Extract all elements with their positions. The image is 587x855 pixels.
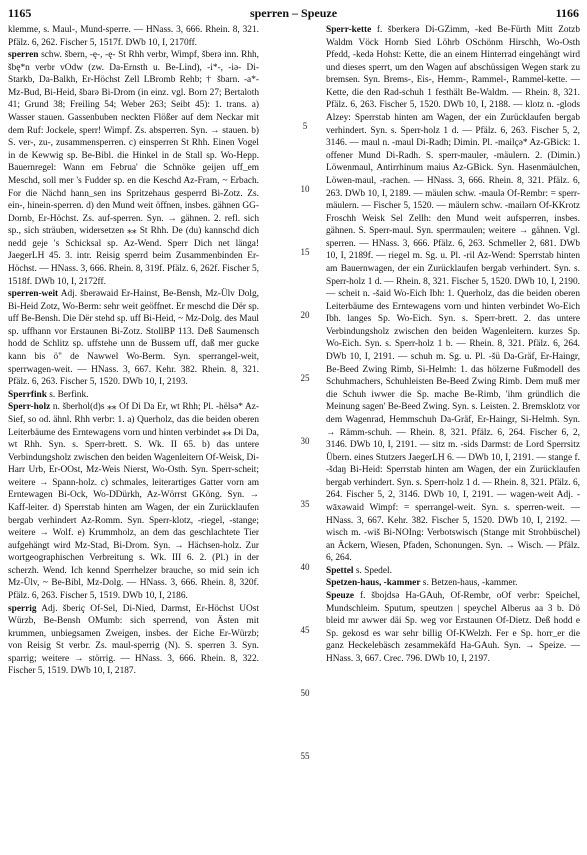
page-number-right: 1166 <box>555 6 579 20</box>
right-column <box>326 24 580 665</box>
entry-text: f. šbojdsə Ha-GAuh, Of-Rembr, oOf verbr: Speichel, Mundschleim. Sputum, speutzen | speychel Alberus aa 3 b. Dö bleid mr awwer däi Sp. weg vor Erstaunen Of-Dietz. Deß hodd e Sp. gekosd es war sehr billig Of-KWelzh. Fer e Sp. horr_er die ganz Heckelebäsch zesammekäfd Ha-GAuh. Syn. → Speize. — HNass. 3, 667. Crec. 796. DWb 10, I, 2197. <box>326 591 580 664</box>
line-number: 50 <box>300 688 310 698</box>
line-number: 45 <box>300 625 310 635</box>
page-number-left: 1165 <box>8 6 32 20</box>
entry-text: s. Betzen-haus, -kammer. <box>420 578 518 589</box>
entry-paragraph <box>8 24 259 49</box>
entry-lemma: Sperr-holz <box>8 402 51 413</box>
entry-paragraph <box>8 49 259 288</box>
entry-paragraph <box>8 603 259 678</box>
entry-lemma: Spetzen-haus, -kammer <box>326 578 421 589</box>
entry-lemma: sperrig <box>8 603 37 614</box>
line-number: 15 <box>300 247 310 257</box>
entry-text: s. Spedel. <box>353 565 392 576</box>
entry-lemma: Sperrfink <box>8 389 47 400</box>
entry-paragraph <box>326 577 580 590</box>
entry-paragraph <box>8 401 259 602</box>
entry-lemma: Speuze <box>326 591 355 602</box>
running-title: sperren – Speuze <box>249 6 338 20</box>
line-number: 55 <box>300 751 310 761</box>
entry-text: s. Berfink. <box>46 389 89 400</box>
entry-paragraph <box>8 288 259 389</box>
entry-paragraph <box>326 24 580 565</box>
entry-text: n. šberhol(d)s ⁎⁎ Of Di Da Er, wt Rhh; Pl. -hëlsə* Az-Sief, so od. ähnl. Rhh verbr: 1. a) Querholz, das die beiden oberen Leiterbäume des Erntewagens vorn und hinten verbindet ⁎⁎ Di Da, wt Rhh. Syn. s. Sperr-brett. S. Wk. II 65. b) das untere Verbindungsholz zwischen den beiden Wagenleitern Of-Weisk, Di-Harr Urb, Er-OOst, Mz-Weis Nierst, Wo-Osth. Syn. Sperr-scheit; weitere → Spann-holz. c) schmales, leiterartiges Gatter vorn am Erntewagen Bi-Ock, Wo-DDürkh, Az-Wörrst GKöng. Syn. → Kaff-leiter. d) Sperrstab hinten am Wagen, der ein Zurücklaufen bergab verhindert Az-Romm. Syn. Sperr-klotz, -riegel, -stange; weitere → Wolf. e) Krummholz, an dem das geschlachtete Tier aufgehängt wird Mz-Stad, Bi-Drom. Syn. → Hächsen-holz. Zur wortgeographischen Verbreitung s. Wk. III 6. 2. (Pl.) in der scherzh. Wend. Ich kennd Sperrhelzer brauche, so mid sein ich Mz-Ülv, ~ Be-Bibl, Mz-Dolg. — HNass. 3, 666. Rhein. 8, 320f. Pfälz. 6, 263. Fischer 5, 1519. DWb 10, I, 2186. <box>8 402 259 602</box>
line-number: 5 <box>302 121 308 131</box>
line-number: 30 <box>300 436 310 446</box>
entry-text: Adj. šberəwaid Er-Hainst, Be-Bensh, Mz-Ülv Dolg, Bi-Heid Zotz, Wo-Berm: sehr weit geöffnet. Er meschd die Dër sp. uff Be-Bensh. Die Dër stehd sp. uff Bi-Heid, ~ Mz-Dolg. des Maul sp. uffhann vor Erstaunen Bi-Zotz. StollBP 113. Deß Saumensch hodd de Schlitz sp. uffstehe unn de Bussem uff, daß mer gucke kann bis ö" de Nawwel Wo-Berm. Syn. sperrangel-weit, sperrwagen-weit. — HNass. 3, 667. Kehr. 382. Rhein. 8, 321. Pfälz. 6, 263. Fischer 5, 1520. DWb 10, I, 2193. <box>8 289 259 388</box>
entry-text: klemme, s. Maul-, Mund-sperre. — HNass. 3, 666. Rhein. 8, 321. Pfälz. 6, 262. Fischer 5, 1517f. DWb 10, I, 2170ff. <box>8 25 259 48</box>
entry-lemma: sperren <box>8 50 39 61</box>
entry-text: f. šberkerə Di-GZimm, -ked Be-Fürth Mitt Zotzb Waldm Vöck Hornb Sied Löhrb OSchönm Hirschh, Wo-Osth Pfedd, -kedə Hohst: Kette, die an einem Hinterrad eingehängt wird und dieses sperrt, um den Wagen auf abschüssigen Wegen stark zu bremsen. Syn. Brems-, Eis-, Hemm-, Rammel-, Rammel-kette. — Kette, die den Rad-schuh 1 festhält Be-Waldm. — Rhein. 8, 321. Pfälz. 6, 263. Fischer 5, 1520. DWb 10, I, 2188. — klotz n. -glods Alzey: Sperrstab hinten am Wagen, der ein Zurücklaufen bergab verhindert. Syn. s. Sperr-holz 1 d. — Pfälz. 6, 263. Fischer 5, 2, 3146. — maul n. -maul Di-Radh; Dimin. Pl. -mailçə* Az-GBick: 1. offener Mund Di-Radh. S. sperr-mauler, -mäulern. 2. (Dimin.) Löwenmaul, Antirrhinum maius Az-GBick. Syn. Hasenmäulchen, Löwen-maul, -rachen. — HNass. 3, 666. Rhein. 8, 321. Pfälz. 6, 263. DWb 10, I, 2189. — mäulen schw. -maulə Of-Rembr: = sperr-mäulern. — Fischer 5, 1520. — mäulern schw. -mailərn Of-KKrotz Froschh Weisk Sel Zellh: den Mund weit aufsperren, insbes. gähnen. S. Sperr-maul. Syn. sperrmaulen; weitere → gähnen. Vgl. sperren. — HNass. 3, 666. Pfälz. 6, 263. Schmeller 2, 681. DWb 10, I, 2189f. — riegel m. Sg. u. Pl. -ril Az-Wend: Sperrstab hinten am Bauernwagen, der ein Zurücklaufen bergab verhindert. Syn. s. Sperr-holz 1 d. — Rhein. 8, 321. Fischer 5, 1520. DWb 10, I, 2190. — scheit n. -šaid Wo-Eich Ibh: 1. Querholz, das die beiden oberen Leiterbäume des Erntewagens vorn und hinten verbindet Wo-Eich Ibh. langes Sp. Wo-Eich. Syn. s. Sperr-brett. 2. das untere Verbindungsholz zwischen den beiden Wagenleitern. kurzes Sp. Wo-Eich. Syn. s. Sperr-holz 1 b. — Rhein. 8, 321. Pfälz. 6, 264. DWb 10, I, 2191. — schuh m. Sg. u. Pl. -šü Da-Gräf, Er-Haingr, Be-Beed Zwing Rimb, Si-Helmh: 1. das hölzerne Fußmodell des Schuhmachers, Schuhleisten Be-Beed Zwing Rimb. Dem muß mer die Schuh iwwer die Sp. mache Be-Rimb, 'ihm gründlich die Meinung sagen' Be-Beed Zwing. Syn. s. Leisten. 2. Bremsklotz vor dem Wagenrad, Hemmschuh Da-Gräf, Er-Haingr, Si-Helmh. Syn. → Rämm-schuh. — Rhein. 8, 321. Pfälz. 6, 264. Fischer 6, 2, 3146. DWb 10, I, 2191. — sitz m. -sids Darmst: de Lord Sperrsitz Übern. eines Stutzers JaegerLH 6. — DWb 10, I, 2191. — stange f. -šdaŋ Bi-Heid: Sperrstab hinten am Wagen, der ein Zurücklaufen bergab verhindert. Syn. s. Sperr-holz 1 d. — Rhein. 8, 321. Pfälz. 6, 264. Fischer 5, 2, 3146. DWb 10, I, 2191. — wagen-weit Adj. -wāxəwaid Wimpf: = sperrangel-weit. Syn. s. sperren-weit. — HNass. 3, 667. Kehr. 382. Fischer 5, 1520. DWb 10, I, 2192. — wisch m. -wiš Bi-NOIng: Verbotswisch (Stange mit Strohbüschel) an Äckern, Wiesen, Pfaden, Schonungen. Syn. → Wisch. — Pfälz. 6, 264. <box>326 25 580 564</box>
line-number: 40 <box>300 562 310 572</box>
entry-paragraph <box>8 389 259 402</box>
entry-paragraph <box>326 565 580 578</box>
line-number: 35 <box>300 499 310 509</box>
page-header <box>8 6 579 22</box>
entry-lemma: Sperr-kette <box>326 25 372 35</box>
entry-lemma: Spettel <box>326 565 354 576</box>
entry-text: schw. šbern, -ę-, -ę- St Rhh verbr, Wimpf, šberə inn. Rhh, šbę*n verbr vOdw (zw. Da-Ernsth u. Be-Lind), -i*-, -iə- Di-Starkb, Da-Balkh, Er-Höchst Zell LBromb Rehb; † šbarn. -a*- Mz-Bud, Bi-Heid, šbarə Bi-Drom (in einz. vgl. Born 27; Bertaloth 41; Grund 38; Freiling 54; Weber 263; Seibt 45): 1. trans. a) Wasser stauen. Gassenbuben neckten Flößer auf dem Neckar mit dem Ruf: Jockele, sperr! Wimpf. Zs. absperren. Syn. → stauen. b) S. ver-, zu-, zusammensperren. c) einsperren St Rhh. Einen Vogel in de Kewwig sp. Be-Bibl. die Hinkel in de Stall sp. Wo-Hepp. Bauernregel: Wann em Februa' die Schnöke geijen uff_em Meschd, soll mer 's Fudder sp. en die Keschd Az-Fram, ~ Erbach. For die Nächd hann_sen ins Spritzehaus gesperrd Bi-Zotz. Zs. ein-, hinein-sperren. d) den Mund weit öffnen, insbes. gähnen GG-Dornb, Er-Höchst. Zs. auf-sperren. Syn. → gähnen. 2. refl. sich sp., sich sträuben, widersetzen ⁎⁎ St Rhh. De (du) kannschd dich nedd geje 's Schicksal sp. Az-Wend. Sperr Dich net länga! JaegerLH 45. 3. intr. Reisig sperrd beim Zusammenbinden Er-Höchst. — HNass. 3, 666. Rhein. 8, 319f. Pfälz. 6, 262f. Fischer 5, 1518f. DWb 10, I, 2172ff. <box>8 50 259 287</box>
line-number: 25 <box>300 373 310 383</box>
entry-paragraph <box>326 590 580 665</box>
left-column <box>8 24 259 678</box>
line-number: 10 <box>300 184 310 194</box>
entry-lemma: sperren-weit <box>8 289 59 300</box>
line-number: 20 <box>300 310 310 320</box>
entry-text: Adj. šberiç Of-Sel, Di-Nied, Darmst, Er-Höchst UOst Würzb, Be-Bensh OMumb: sich sperrend, von Ästen mit krummen, unbiegsamen Zweigen, insbes. der Eiche Er-Würzb; von Reisig St verbr. Zs. maul-sperrig (N). S. sperren 3. Syn. sparrig; weitere → störrig. — HNass. 3, 666. Rhein. 8, 322. Fischer 5, 1519. DWb 10, I, 2187. <box>8 603 259 677</box>
